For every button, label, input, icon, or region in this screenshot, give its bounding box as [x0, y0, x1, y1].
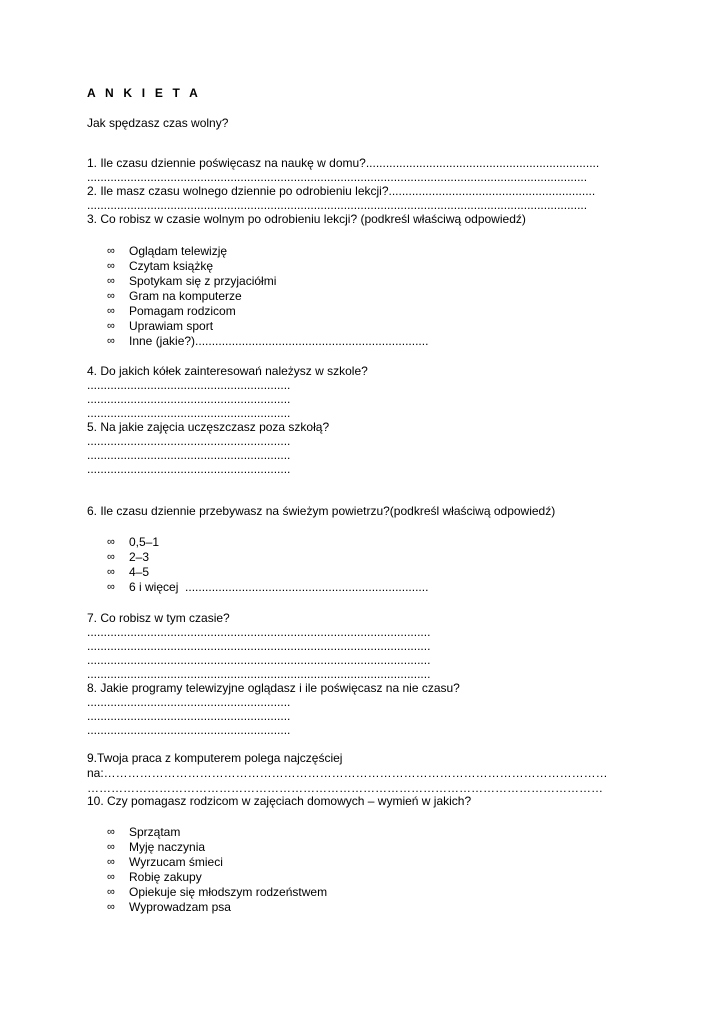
- infinity-bullet-icon: ∞: [107, 566, 115, 578]
- option-label: 2–3: [129, 550, 150, 564]
- infinity-bullet-icon: ∞: [107, 305, 115, 317]
- answer-line: …………………………………………………………………………………………………………………: [87, 781, 603, 795]
- infinity-bullet-icon: ∞: [107, 826, 115, 838]
- question-8: 8. Jakie programy telewizyjne oglądasz i ile poświęcasz na nie czasu?: [87, 681, 460, 695]
- answer-line: .......................................................................................................: [87, 667, 431, 681]
- infinity-bullet-icon: ∞: [107, 871, 115, 883]
- question-2: 2. Ile masz czasu wolnego dziennie po odrobieniu lekcji?..............................................................: [87, 184, 596, 198]
- question-1: 1. Ile czasu dziennie poświęcasz na naukę w domu?......................................................................: [87, 156, 600, 170]
- answer-line: .............................................................: [87, 378, 291, 392]
- infinity-bullet-icon: ∞: [107, 320, 115, 332]
- answer-line: .............................................................: [87, 406, 291, 420]
- question-4: 4. Do jakich kółek zainteresowań należysz w szkole?: [87, 364, 368, 378]
- option-label: Myję naczynia: [129, 840, 206, 854]
- option-label: 0,5–1: [129, 535, 160, 549]
- answer-line: .............................................................: [87, 462, 291, 476]
- option-label: Czytam książkę: [129, 259, 214, 273]
- answer-line: .......................................................................................................: [87, 625, 431, 639]
- infinity-bullet-icon: ∞: [107, 536, 115, 548]
- answer-line: .............................................................: [87, 723, 291, 737]
- option-label: Opiekuje się młodszym rodzeństwem: [129, 885, 328, 899]
- option-label: Pomagam rodzicom: [129, 304, 236, 318]
- option-label: Spotykam się z przyjaciółmi: [129, 274, 277, 288]
- option-label: Sprzątam: [129, 825, 181, 839]
- infinity-bullet-icon: ∞: [107, 901, 115, 913]
- option-label: 4–5: [129, 565, 150, 579]
- answer-line-1: ......................................................................................................................................................: [87, 170, 588, 184]
- answer-line: .......................................................................................................: [87, 653, 431, 667]
- answer-line: .............................................................: [87, 392, 291, 406]
- answer-line-2: ......................................................................................................................................................: [87, 198, 588, 212]
- answer-line: .......................................................................................................: [87, 639, 431, 653]
- option-label: Wyrzucam śmieci: [129, 855, 223, 869]
- question-10: 10. Czy pomagasz rodzicom w zajęciach domowych – wymień w jakich?: [87, 794, 472, 808]
- infinity-bullet-icon: ∞: [107, 856, 115, 868]
- survey-title: A N K I E T A: [87, 86, 202, 100]
- infinity-bullet-icon: ∞: [107, 551, 115, 563]
- infinity-bullet-icon: ∞: [107, 841, 115, 853]
- option-label: Wyprowadzam psa: [129, 900, 231, 914]
- question-6: 6. Ile czasu dziennie przebywasz na świeżym powietrzu?(podkreśl właściwą odpowiedź): [87, 504, 556, 518]
- question-9: 9.Twoja praca z komputerem polega najczęściej: [87, 751, 343, 765]
- question-9-answer: na:………………………………………………………………………………………………………………: [87, 766, 608, 780]
- option-label: Oglądam telewizję: [129, 244, 228, 258]
- option-label: Robię zakupy: [129, 870, 202, 884]
- option-label: Inne (jakie?)......................................................................: [129, 334, 429, 348]
- infinity-bullet-icon: ∞: [107, 260, 115, 272]
- answer-line: .............................................................: [87, 709, 291, 723]
- infinity-bullet-icon: ∞: [107, 886, 115, 898]
- infinity-bullet-icon: ∞: [107, 581, 115, 593]
- question-7: 7. Co robisz w tym czasie?: [87, 611, 230, 625]
- option-label: Uprawiam sport: [129, 319, 214, 333]
- answer-line: .............................................................: [87, 434, 291, 448]
- option-label: 6 i więcej .........................................................................: [129, 580, 429, 594]
- survey-subtitle: Jak spędzasz czas wolny?: [87, 116, 229, 130]
- infinity-bullet-icon: ∞: [107, 335, 115, 347]
- option-label: Gram na komputerze: [129, 289, 242, 303]
- question-5: 5. Na jakie zajęcia uczęszczasz poza szkołą?: [87, 420, 330, 434]
- answer-line: .............................................................: [87, 448, 291, 462]
- infinity-bullet-icon: ∞: [107, 290, 115, 302]
- answer-line: .............................................................: [87, 695, 291, 709]
- infinity-bullet-icon: ∞: [107, 245, 115, 257]
- question-3: 3. Co robisz w czasie wolnym po odrobieniu lekcji? (podkreśl właściwą odpowiedź): [87, 212, 526, 226]
- infinity-bullet-icon: ∞: [107, 275, 115, 287]
